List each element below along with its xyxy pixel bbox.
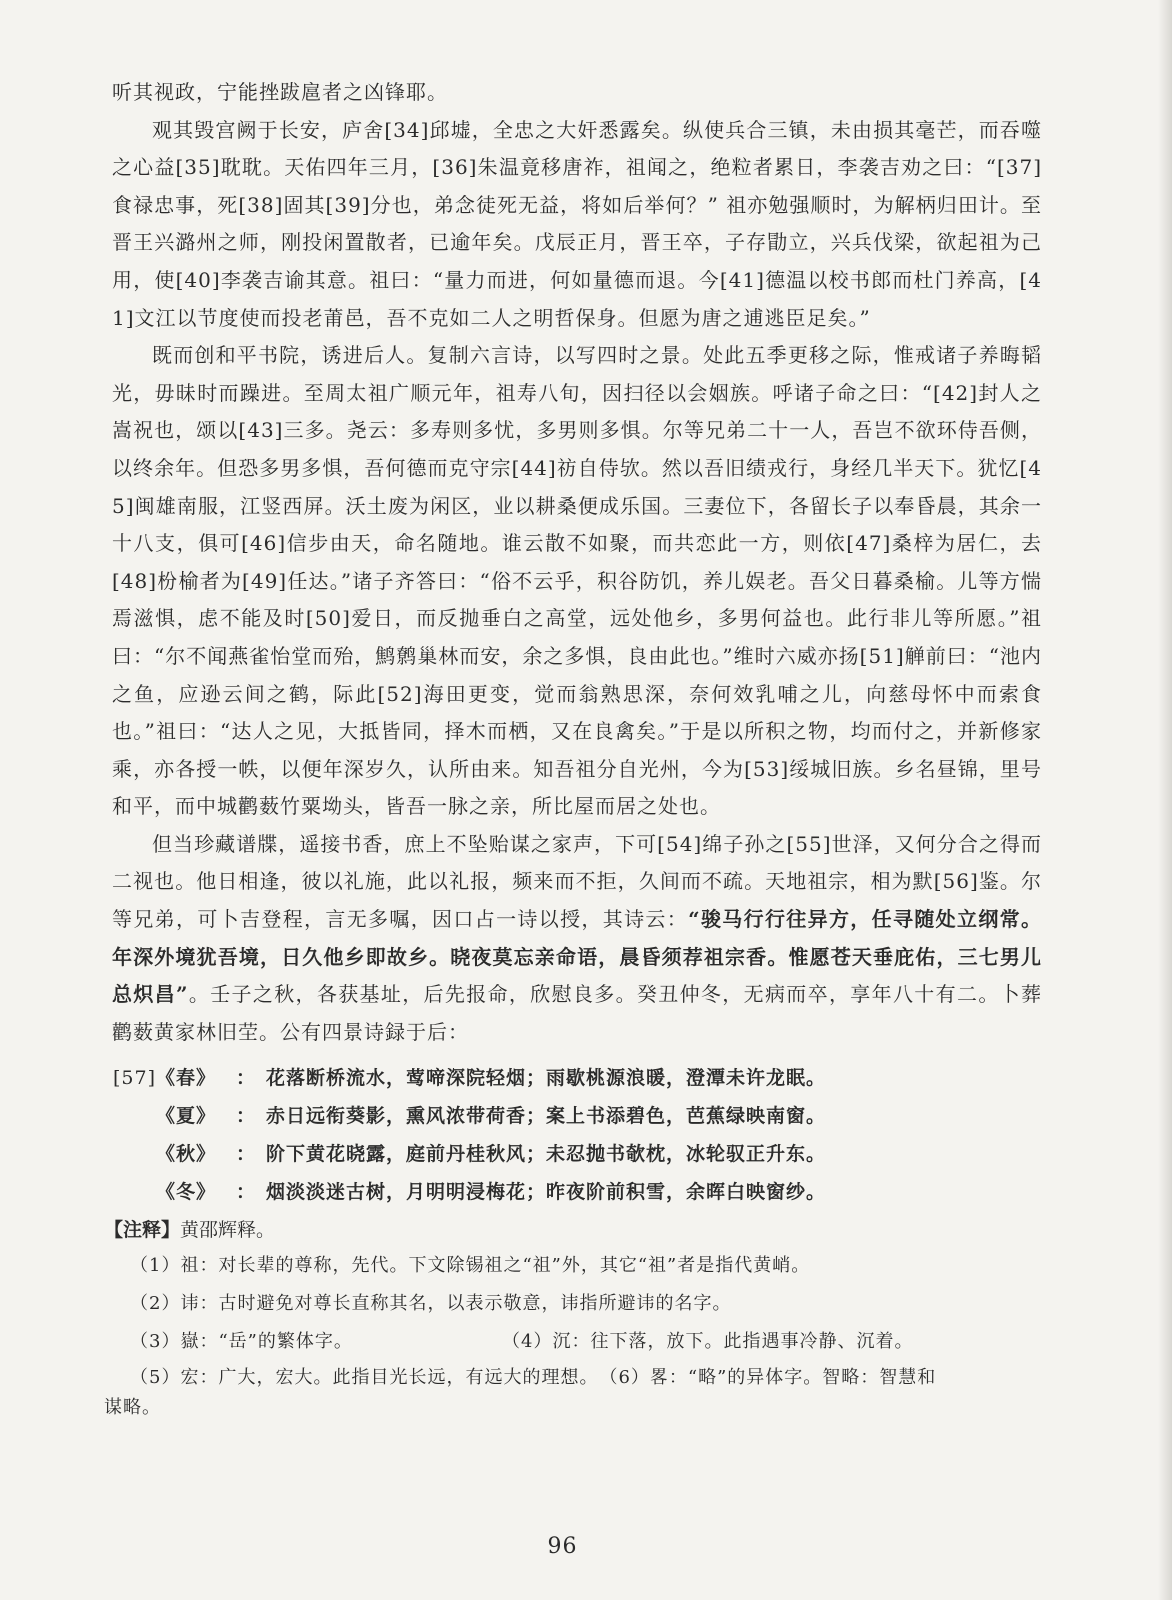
paragraph-3: 既而创和平书院，诱进后人。复制六言诗，以写四时之景。处此五季更移之际，惟戒诸子养晦韬光，毋昧时而躁进。至周太祖广顺元年，祖寿八旬，因扫径以会姻族。呼诸子命之曰：“[42]封人之嵩祝也，颂以[43]三多。尧云：多寿则多忧，多男则多惧。尔等兄弟二十一人，吾岂不欲环侍吾侧，以终余年。但恐多男多惧，吾何德而克守宗[44]祊自侍欤。然以吾旧绩戎行，身经几半天下。犹忆[45]闽雄南服，江竖西屏。沃土废为闲区，业以耕桑便成乐国。三妻位下，各留长子以奉昏晨，其余一十八支，俱可[46]信步由天，命名随地。谁云散不如聚，而共恋此一方，则依[47]桑梓为居仁，去[48]枌榆者为[49]任达。”诸子齐答曰：“俗不云乎，积谷防饥，养儿娱老。吾父日暮桑榆。儿等方惴焉滋惧，虑不能及时[50]爱日，而反抛垂白之高堂，远处他乡，多男何益也。此行非儿等所愿。”祖曰：“尔不闻燕雀怡堂而殆，鹪鹩巢林而安，余之多惧，良由此也。”维时六威亦扬[51]觯前曰：“池内之鱼，应逊云间之鹤，际此[52]海田更变，觉而翁熟思深，奈何效乳哺之儿，向慈母怀中而索食也。”祖曰：“达人之见，大抵皆同，择木而栖，又在良禽矣。”于是以所积之物，均而付之，并新修家乘，亦各授一帙，以便年深岁久，认所由来。知吾祖分自光州，今为[53]绥城旧族。乡名昼锦，里号和平，而中城鹳薮竹粟坳头，皆吾一脉之亲，所比屋而居之处也。 xyxy=(112,343,1042,819)
poem-spring xyxy=(112,1059,1042,1097)
poem-text: 赤日远衔葵影，熏风浓带荷香；案上书添碧色，芭蕉绿映南窗。 xyxy=(266,1105,827,1128)
poem-colon: ： xyxy=(235,1143,256,1166)
note-4: （4）沉：往下落，放下。此指遇事冷静、沉着。 xyxy=(502,1331,914,1353)
notes-3-4 xyxy=(130,1323,1042,1361)
poem-colon: ： xyxy=(235,1181,256,1204)
note-6-continued: 谋略。 xyxy=(104,1397,161,1419)
poem-title: 《冬》 xyxy=(156,1181,217,1204)
poem-autumn xyxy=(112,1135,1042,1173)
poem-quote: “骏马行行往异方，任寻随处立纲常。年深外境犹吾境，日久他乡即故乡。晓夜莫忘亲命语，晨昏须荐祖宗香。惟愿苍天垂庇佑，三七男儿总炽昌” xyxy=(112,907,1043,1007)
four-seasons-poems xyxy=(112,1059,1042,1211)
poem-title: 《秋》 xyxy=(156,1143,217,1166)
poem-colon: ： xyxy=(235,1105,256,1128)
notes-label: 【注释】 xyxy=(104,1219,181,1242)
poem-text: 阶下黄花晓露，庭前丹桂秋风；未忍抛书欹枕，冰轮驭正升东。 xyxy=(266,1143,827,1166)
poem-title: 《春》 xyxy=(156,1067,217,1090)
page-edge-shadow xyxy=(1158,0,1172,1600)
poem-winter xyxy=(112,1173,1042,1211)
poem-text: 烟淡淡迷古树，月明明浸梅花；昨夜阶前积雪，余晖白映窗纱。 xyxy=(266,1181,827,1204)
closing-text: 。壬子之秋，各获基址，后先报命，欣慰良多。癸丑仲冬，无病而卒，享年八十有二。卜葬鹳薮黄家林旧茔。公有四景诗録于后： xyxy=(112,982,1042,1044)
poem-footnote-ref: [57] xyxy=(112,1067,156,1090)
poem-title: 《夏》 xyxy=(156,1105,217,1128)
note-1: （1）祖：对长辈的尊称，先代。下文除锡祖之“祖”外，其它“祖”者是指代黄峭。 xyxy=(130,1255,811,1277)
notes-author: 黄邵辉释。 xyxy=(180,1219,276,1242)
paragraph-2: 观其毁宫阙于长安，庐舍[34]邱墟，全忠之大奸悉露矣。纵使兵合三镇，未由损其毫芒，而吞噬之心益[35]耽耽。天佑四年三月，[36]朱温竟移唐祚，祖闻之，绝粒者累日，李袭吉劝之曰：“[37]食禄忠事，死[38]固其[39]分也，弟念徒死无益，将如后举何？” 祖亦勉强顺时，为解柄归田计。至晋王兴潞州之师，刚投闲置散者，已逾年矣。戊辰正月，晋王卒，子存勖立，兴兵伐梁，欲起祖为己用，使[40]李袭吉谕其意。祖曰：“量力而进，何如量德而退。今[41]德温以校书郎而杜门养高，[41]文江以节度使而投老莆邑，吾不克如二人之明哲保身。但愿为唐之逋逃臣足矣。” xyxy=(112,117,1042,330)
page-content xyxy=(104,74,1043,1425)
paragraph-4-text: 但当珍藏谱牒，遥接书香，庶上不坠贻谋之家声，下可[54]绵子孙之[55]世泽，又何分合之得而二视也。他日相逢，彼以礼施，此以礼报，频来而不拒，久间而不疏。天地祖宗，相为默[56]鉴。尔等兄弟，可卜吉登程，言无多嘱，因口占一诗以授，其诗云： xyxy=(112,831,1042,932)
paragraph-4 xyxy=(112,826,1042,1052)
poem-summer xyxy=(112,1097,1042,1135)
paragraph-1: 听其视政，宁能挫跋扈者之凶锋耶。 xyxy=(112,80,448,104)
poem-text: 花落断桥流水，莺啼深院轻烟；雨歇桃源浪暖，澄潭未许龙眠。 xyxy=(266,1067,827,1090)
note-3: （3）嶽：“岳”的繁体字。 xyxy=(130,1331,353,1353)
page-number: 96 xyxy=(547,1534,578,1559)
poem-colon: ： xyxy=(235,1067,256,1090)
notes-heading xyxy=(104,1213,1042,1247)
note-2: （2）讳：古时避免对尊长直称其名，以表示敬意，讳指所避讳的名字。 xyxy=(130,1293,732,1315)
note-5-6: （5）宏：广大，宏大。此指目光长远，有远大的理想。 （6）畧：“略”的异体字。智略：智慧和 xyxy=(130,1367,937,1389)
